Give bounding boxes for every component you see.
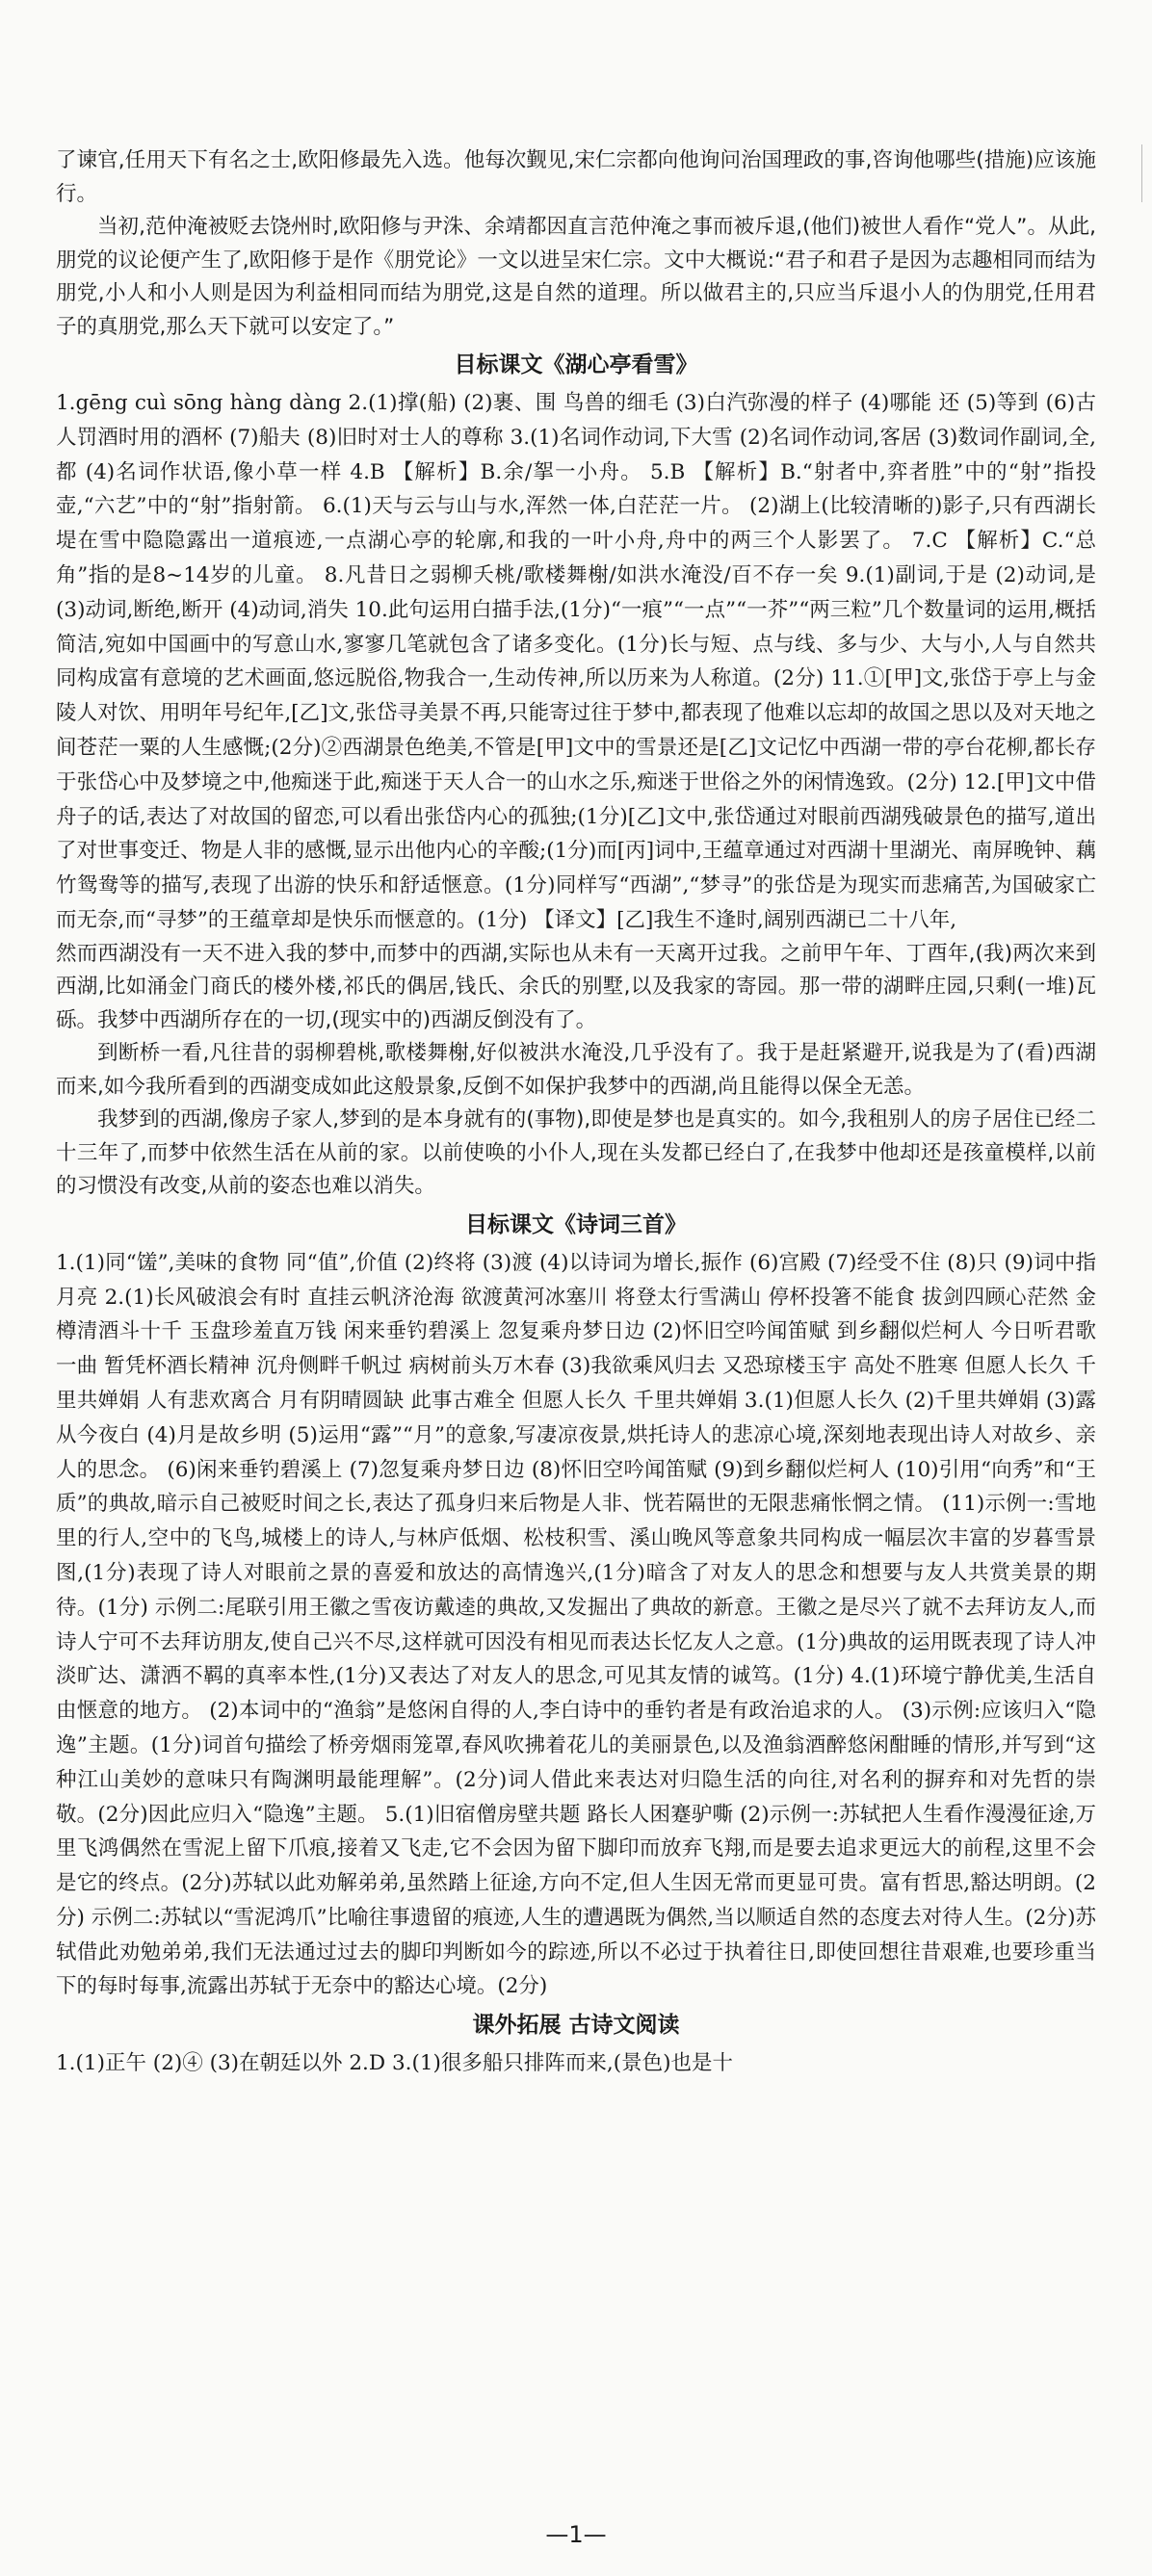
section-3-answers: 1.(1)正午 (2)④ (3)在朝廷以外 2.D 3.(1)很多船只排阵而来,(景色)也是十: [56, 2051, 734, 2076]
translation-paragraph-2: 到断桥一看,凡往昔的弱柳碧桃,歌楼舞榭,好似被洪水淹没,几乎没有了。我于是赶紧避开,说我是为了(看)西湖而来,如今我所看到的西湖变成如此这般景象,反倒不如保护我梦中的西湖,尚且能得以保全无恙。: [56, 1041, 1096, 1099]
answer-page: [56, 144, 1096, 2081]
section-title-shi-ci-san-shou: 目标课文《诗词三首》: [465, 1211, 687, 1237]
translation-paragraph-3: 我梦到的西湖,像房子家人,梦到的是本身就有的(事物),即使是梦也是真实的。如今,我租别人的房子居住已经二十三年了,而梦中依然生活在从前的家。以前使唤的小仆人,现在头发都已经白了,在我梦中他却还是孩童模样,以前的习惯没有改变,从前的姿态也难以消失。: [56, 1107, 1096, 1199]
intro-paragraph-2: 当初,范仲淹被贬去饶州时,欧阳修与尹洙、余靖都因直言范仲淹之事而被斥退,(他们)被世人看作“党人”。从此,朋党的议论便产生了,欧阳修于是作《朋党论》一文以进呈宋仁宗。文中大概说:“君子和君子是因为志趣相同而结为朋党,小人和小人则是因为利益相同而结为朋党,这是自然的道理。所以做君主的,只应当斥退小人的伪朋党,任用君子的真朋党,那么天下就可以安定了。”: [56, 215, 1096, 339]
section-title-hu-xin-ting: 目标课文《湖心亭看雪》: [454, 352, 698, 377]
section-1-answers: 1.gēng cuì sōng hàng dàng 2.(1)撑(船) (2)裹、围 鸟兽的细毛 (3)白汽弥漫的样子 (4)哪能 还 (5)等到 (6)古人罚酒时用的酒杯 (7)船夫 (8)旧时对士人的尊称 3.(1)名词作动词,下大雪 (2)名词作动词,客居 (3)数词作副词,全,都 (4)名词作状语,像小草一样 4.B 【解析】B.余/挐一小舟。 5.B 【解析】B.“射者中,弈者胜”中的“射”指投壶,“六艺”中的“射”指射箭。 6.(1)天与云与山与水,浑然一体,白茫茫一片。 (2)湖上(比较清晰的)影子,只有西湖长堤在雪中隐隐露出一道痕迹,一点湖心亭的轮廓,和我的一叶小舟,舟中的两三个人影罢了。 7.C 【解析】C.“总角”指的是8~14岁的儿童。 8.凡昔日之弱柳夭桃/歌楼舞榭/如洪水淹没/百不存一矣 9.(1)副词,于是 (2)动词,是 (3)动词,断绝,断开 (4)动词,消失 10.此句运用白描手法,(1分)“一痕”“一点”“一芥”“两三粒”几个数量词的运用,概括简洁,宛如中国画中的写意山水,寥寥几笔就包含了诸多变化。(1分)长与短、点与线、多与少、大与小,人与自然共同构成富有意境的艺术画面,悠远脱俗,物我合一,生动传神,所以历来为人称道。(2分) 11.①[甲]文,张岱于亭上与金陵人对饮、用明年号纪年,[乙]文,张岱寻美景不再,只能寄过往于梦中,都表现了他难以忘却的故国之思以及对天地之间苍茫一粟的人生感慨;(2分)②西湖景色绝美,不管是[甲]文中的雪景还是[乙]文记忆中西湖一带的亭台花柳,都长存于张岱心中及梦境之中,他痴迷于此,痴迷于天人合一的山水之乐,痴迷于世俗之外的闲情逸致。(2分) 12.[甲]文中借舟子的话,表达了对故国的留恋,可以看出张岱内心的孤独;(1分)[乙]文中,张岱通过对眼前西湖残破景色的描写,道出了对世事变迁、物是人非的感慨,显示出他内心的辛酸;(1分)而[丙]词中,王蕴章通过对西湖十里湖光、南屏晚钟、藕竹鸳鸯等的描写,表现了出游的快乐和舒适惬意。(1分)同样写“西湖”,“梦寻”的张岱是为现实而悲痛苦,为国破家亡而无奈,而“寻梦”的王蕴章却是快乐而惬意的。(1分) 【译文】[乙]我生不逢时,阔别西湖已二十八年,: [56, 391, 1096, 932]
section-2-answers: 1.(1)同“馐”,美味的食物 同“值”,价值 (2)终将 (3)渡 (4)以诗词为增长,振作 (6)宫殿 (7)经受不住 (8)只 (9)词中指月亮 2.(1)长风破浪会有时 直挂云帆济沧海 欲渡黄河冰塞川 将登太行雪满山 停杯投箸不能食 拔剑四顾心茫然 金樽清酒斗十千 玉盘珍羞直万钱 闲来垂钓碧溪上 忽复乘舟梦日边 (2)怀旧空吟闻笛赋 到乡翻似烂柯人 今日听君歌一曲 暂凭杯酒长精神 沉舟侧畔千帆过 病树前头万木春 (3)我欲乘风归去 又恐琼楼玉宇 高处不胜寒 但愿人长久 千里共婵娟 人有悲欢离合 月有阴晴圆缺 此事古难全 但愿人长久 千里共婵娟 3.(1)但愿人长久 (2)千里共婵娟 (3)露从今夜白 (4)月是故乡明 (5)运用“露”“月”的意象,写凄凉夜景,烘托诗人的悲凉心境,深刻地表现出诗人对故乡、亲人的思念。 (6)闲来垂钓碧溪上 (7)忽复乘舟梦日边 (8)怀旧空吟闻笛赋 (9)到乡翻似烂柯人 (10)引用“向秀”和“王质”的典故,暗示自己被贬时间之长,表达了孤身归来后物是人非、恍若隔世的无限悲痛怅惘之情。 (11)示例一:雪地里的行人,空中的飞鸟,城楼上的诗人,与林庐低烟、松枝积雪、溪山晚风等意象共同构成一幅层次丰富的岁暮雪景图,(1分)表现了诗人对眼前之景的喜爱和放达的高情逸兴,(1分)暗含了对友人的思念和想要与友人共赏美景的期待。(1分) 示例二:尾联引用王徽之雪夜访戴逵的典故,又发掘出了典故的新意。王徽之是尽兴了就不去拜访友人,而诗人宁可不去拜访朋友,使自己兴不尽,这样就可因没有相见而表达长忆友人之意。(1分)典故的运用既表现了诗人冲淡旷达、潇洒不羁的真率本性,(1分)又表达了对友人的思念,可见其友情的诚笃。(1分) 4.(1)环境宁静优美,生活自由惬意的地方。 (2)本词中的“渔翁”是悠闲自得的人,李白诗中的垂钓者是有政治追求的人。 (3)示例:应该归入“隐逸”主题。(1分)词首句描绘了桥旁烟雨笼罩,春风吹拂着花儿的美丽景色,以及渔翁酒醉悠闲酣睡的情形,并写到“这种江山美妙的意味只有陶渊明最能理解”。(2分)词人借此来表达对归隐生活的向往,对名利的摒弃和对先哲的崇敬。(2分)因此应归入“隐逸”主题。 5.(1)旧宿僧房壁共题 路长人困蹇驴嘶 (2)示例一:苏轼把人生看作漫漫征途,万里飞鸿偶然在雪泥上留下爪痕,接着又飞走,它不会因为留下脚印而放弃飞翔,而是要去追求更远大的前程,这里不会是它的终点。(2分)苏轼以此劝解弟弟,虽然踏上征途,方向不定,但人生因无常而更显可贵。富有哲思,豁达明朗。(2分) 示例二:苏轼以“雪泥鸿爪”比喻往事遗留的痕迹,人生的遭遇既为偶然,当以顺适自然的态度去对待人生。(2分)苏轼借此劝勉弟弟,我们无法通过过去的脚印判断如今的踪迹,所以不必过于执着往日,即使回想往昔艰难,也要珍重当下的每时每事,流露出苏轼于无奈中的豁达心境。(2分): [56, 1250, 1096, 1999]
translation-paragraph-1: 然而西湖没有一天不进入我的梦中,而梦中的西湖,实际也从未有一天离开过我。之前甲午年、丁酉年,(我)两次来到西湖,比如涌金门商氏的楼外楼,祁氏的偶居,钱氏、余氏的别墅,以及我家的寄园。那一带的湖畔庄园,只剩(一堆)瓦砾。我梦中西湖所存在的一切,(现实中的)西湖反倒没有了。: [56, 941, 1096, 1032]
section-title-ke-wai-tuo-zhan: 课外拓展 古诗文阅读: [472, 2013, 680, 2039]
page-number: —1—: [545, 2521, 607, 2548]
intro-paragraph-1: 了谏官,任用天下有名之士,欧阳修最先入选。他每次觐见,宋仁宗都向他询问治国理政的事,咨询他哪些(措施)应该施行。: [56, 148, 1096, 206]
column-rule: [1141, 144, 1142, 202]
